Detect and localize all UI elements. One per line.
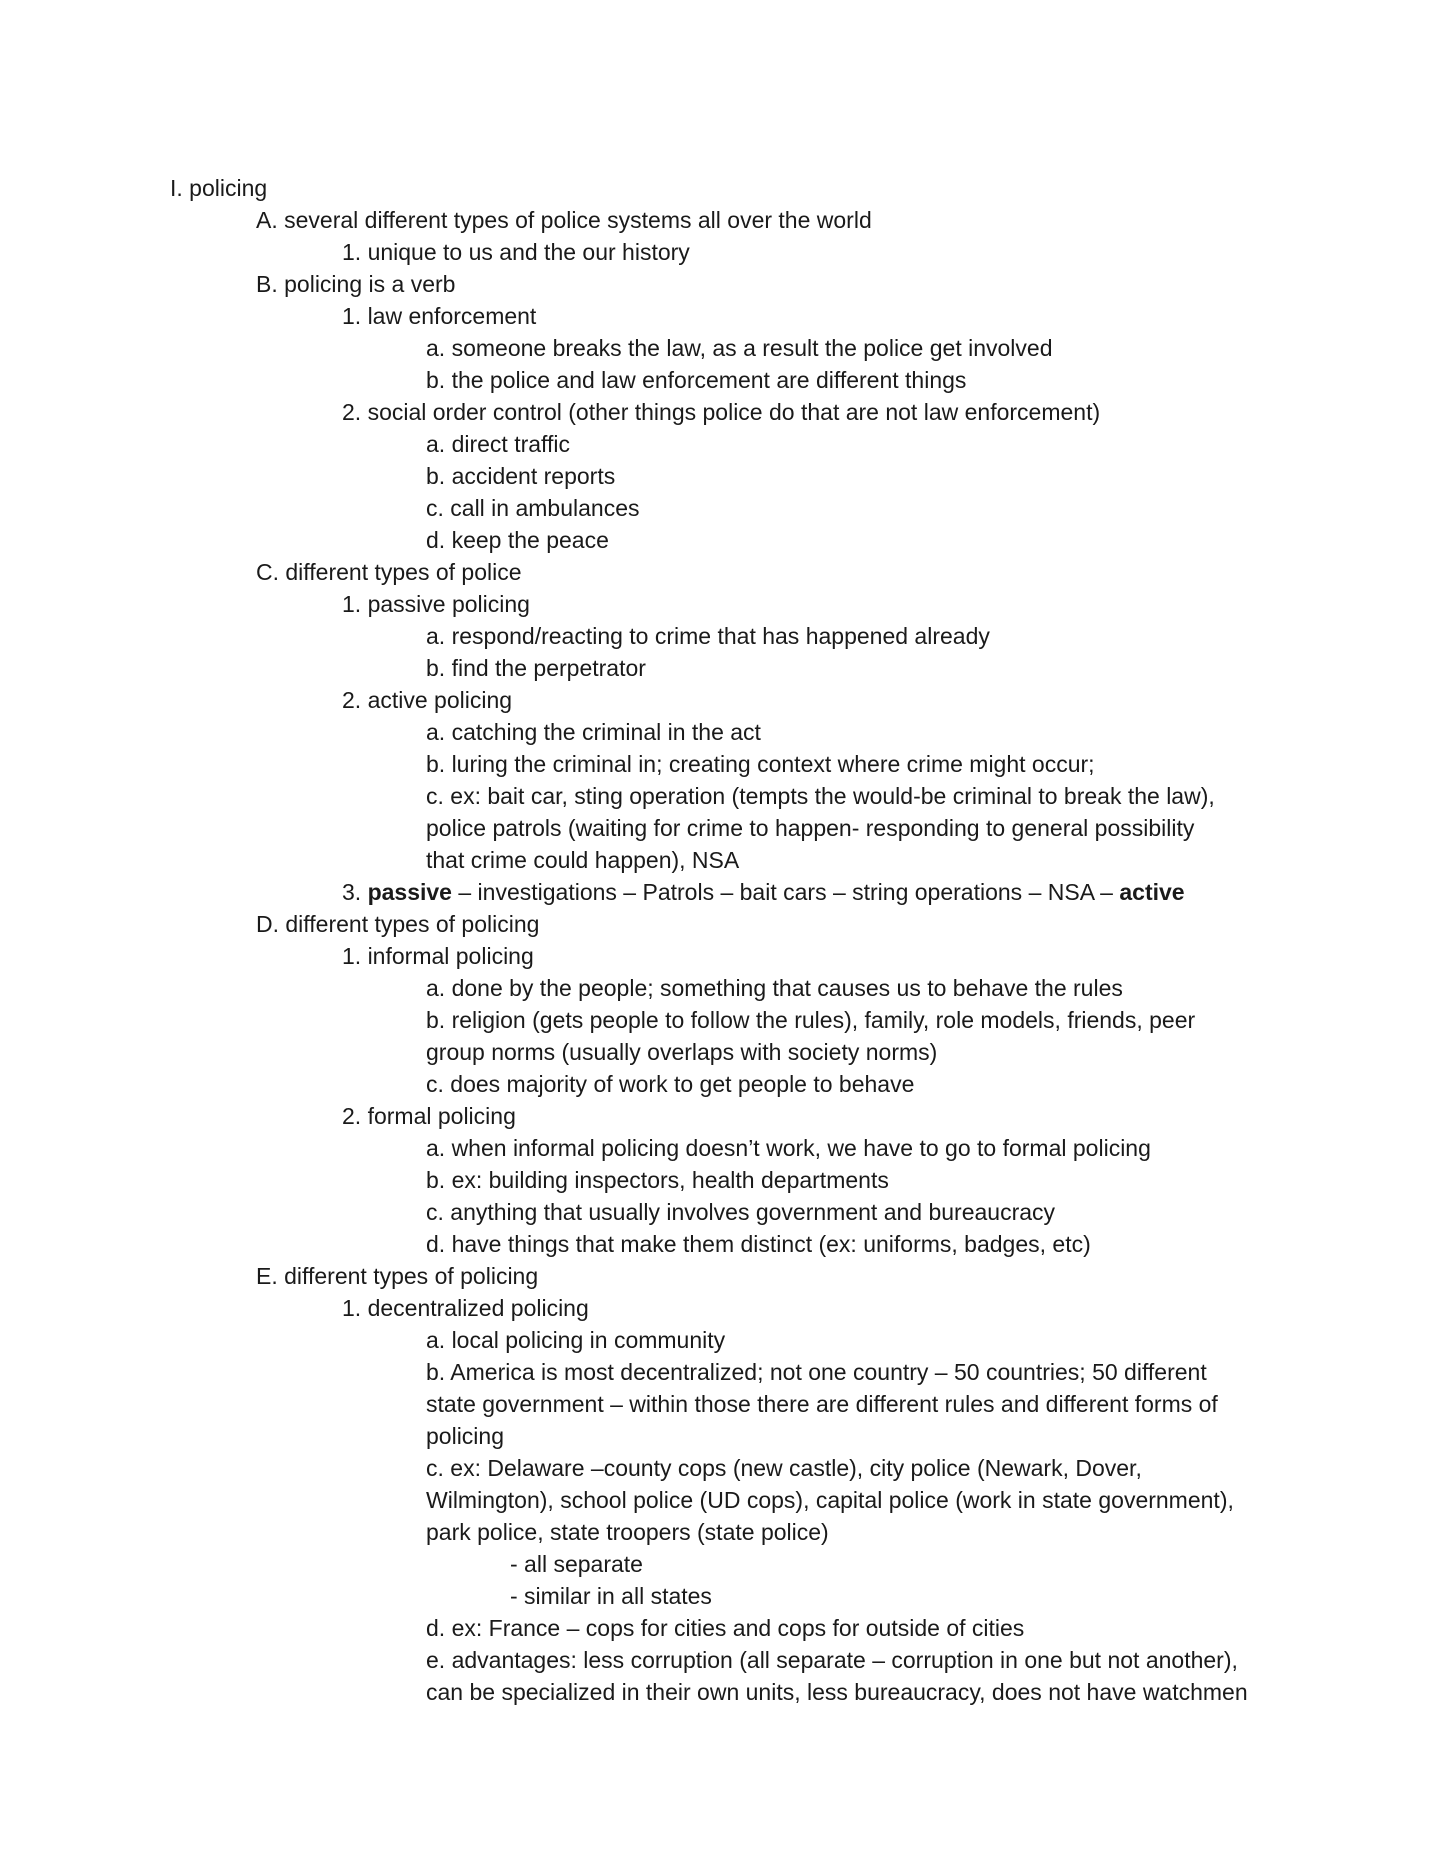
outline-item-E1c-line3: park police, state troopers (state police)	[426, 1519, 829, 1545]
lecture-outline	[170, 172, 1310, 1708]
outline-item-E1c-line2: Wilmington), school police (UD cops), capital police (work in state government),	[426, 1487, 1234, 1513]
outline-item-B1a: a. someone breaks the law, as a result the police get involved	[426, 335, 1053, 361]
outline-item-D1: 1. informal policing	[342, 943, 534, 969]
outline-item-D1b-line1: b. religion (gets people to follow the rules), family, role models, friends, peer	[426, 1007, 1196, 1033]
outline-item-B: B. policing is a verb	[256, 271, 456, 297]
outline-item-C1: 1. passive policing	[342, 591, 530, 617]
outline-item-C2c-line1: c. ex: bait car, sting operation (tempts the would-be criminal to break the law),	[426, 783, 1215, 809]
outline-item-E1b-line1: b. America is most decentralized; not one country – 50 countries; 50 different	[426, 1359, 1207, 1385]
outline-item-E: E. different types of policing	[256, 1263, 539, 1289]
outline-item-C2a: a. catching the criminal in the act	[426, 719, 761, 745]
outline-item-C: C. different types of police	[256, 559, 522, 585]
outline-item-C2c-line2: police patrols (waiting for crime to happen- responding to general possibility	[426, 815, 1195, 841]
outline-item-B2: 2. social order control (other things police do that are not law enforcement)	[342, 399, 1101, 425]
C3-number: 3.	[342, 879, 362, 905]
outline-item-E1e-line1: e. advantages: less corruption (all separate – corruption in one but not another),	[426, 1647, 1238, 1673]
C3-active-label: active	[1119, 879, 1185, 905]
outline-item-B2d: d. keep the peace	[426, 527, 609, 553]
outline-item-D1b-line2: group norms (usually overlaps with society norms)	[426, 1039, 938, 1065]
outline-item-E1d: d. ex: France – cops for cities and cops for outside of cities	[426, 1615, 1025, 1641]
outline-item-D2a: a. when informal policing doesn’t work, we have to go to formal policing	[426, 1135, 1151, 1161]
outline-item-B1b: b. the police and law enforcement are different things	[426, 367, 967, 393]
outline-item-D1a: a. done by the people; something that causes us to behave the rules	[426, 975, 1123, 1001]
outline-subitem-similar-states: - similar in all states	[510, 1583, 712, 1609]
outline-item-A1: 1. unique to us and the our history	[342, 239, 690, 265]
outline-item-B2b: b. accident reports	[426, 463, 616, 489]
outline-item-D2d: d. have things that make them distinct (ex: uniforms, badges, etc)	[426, 1231, 1091, 1257]
outline-item-C1a: a. respond/reacting to crime that has happened already	[426, 623, 990, 649]
outline-item-C3	[170, 876, 1310, 908]
outline-item-B2c: c. call in ambulances	[426, 495, 640, 521]
heading-policing: I. policing	[170, 175, 268, 201]
outline-item-E1c-line1: c. ex: Delaware –county cops (new castle), city police (Newark, Dover,	[426, 1455, 1142, 1481]
outline-item-D: D. different types of policing	[256, 911, 540, 937]
outline-item-C1b: b. find the perpetrator	[426, 655, 646, 681]
outline-item-D1c: c. does majority of work to get people to behave	[426, 1071, 915, 1097]
outline-item-A: A. several different types of police systems all over the world	[256, 207, 872, 233]
outline-item-D2: 2. formal policing	[342, 1103, 516, 1129]
outline-item-B1: 1. law enforcement	[342, 303, 537, 329]
outline-item-C2c-line3: that crime could happen), NSA	[426, 847, 740, 873]
outline-item-C2b: b. luring the criminal in; creating context where crime might occur;	[426, 751, 1095, 777]
outline-item-E1: 1. decentralized policing	[342, 1295, 589, 1321]
C3-passive-label: passive	[367, 879, 452, 905]
outline-item-E1b-line2: state government – within those there are different rules and different forms of	[426, 1391, 1218, 1417]
outline-item-D2b: b. ex: building inspectors, health departments	[426, 1167, 889, 1193]
outline-item-E1a: a. local policing in community	[426, 1327, 726, 1353]
C3-spectrum: – investigations – Patrols – bait cars – string operations – NSA –	[458, 879, 1113, 905]
outline-item-D2c: c. anything that usually involves government and bureaucracy	[426, 1199, 1056, 1225]
outline-item-C2: 2. active policing	[342, 687, 513, 713]
outline-item-E1b-line3: policing	[426, 1423, 504, 1449]
outline-item-E1e-line2: can be specialized in their own units, less bureaucracy, does not have watchmen	[426, 1679, 1248, 1705]
outline-item-B2a: a. direct traffic	[426, 431, 571, 457]
outline-subitem-all-separate: - all separate	[510, 1551, 643, 1577]
